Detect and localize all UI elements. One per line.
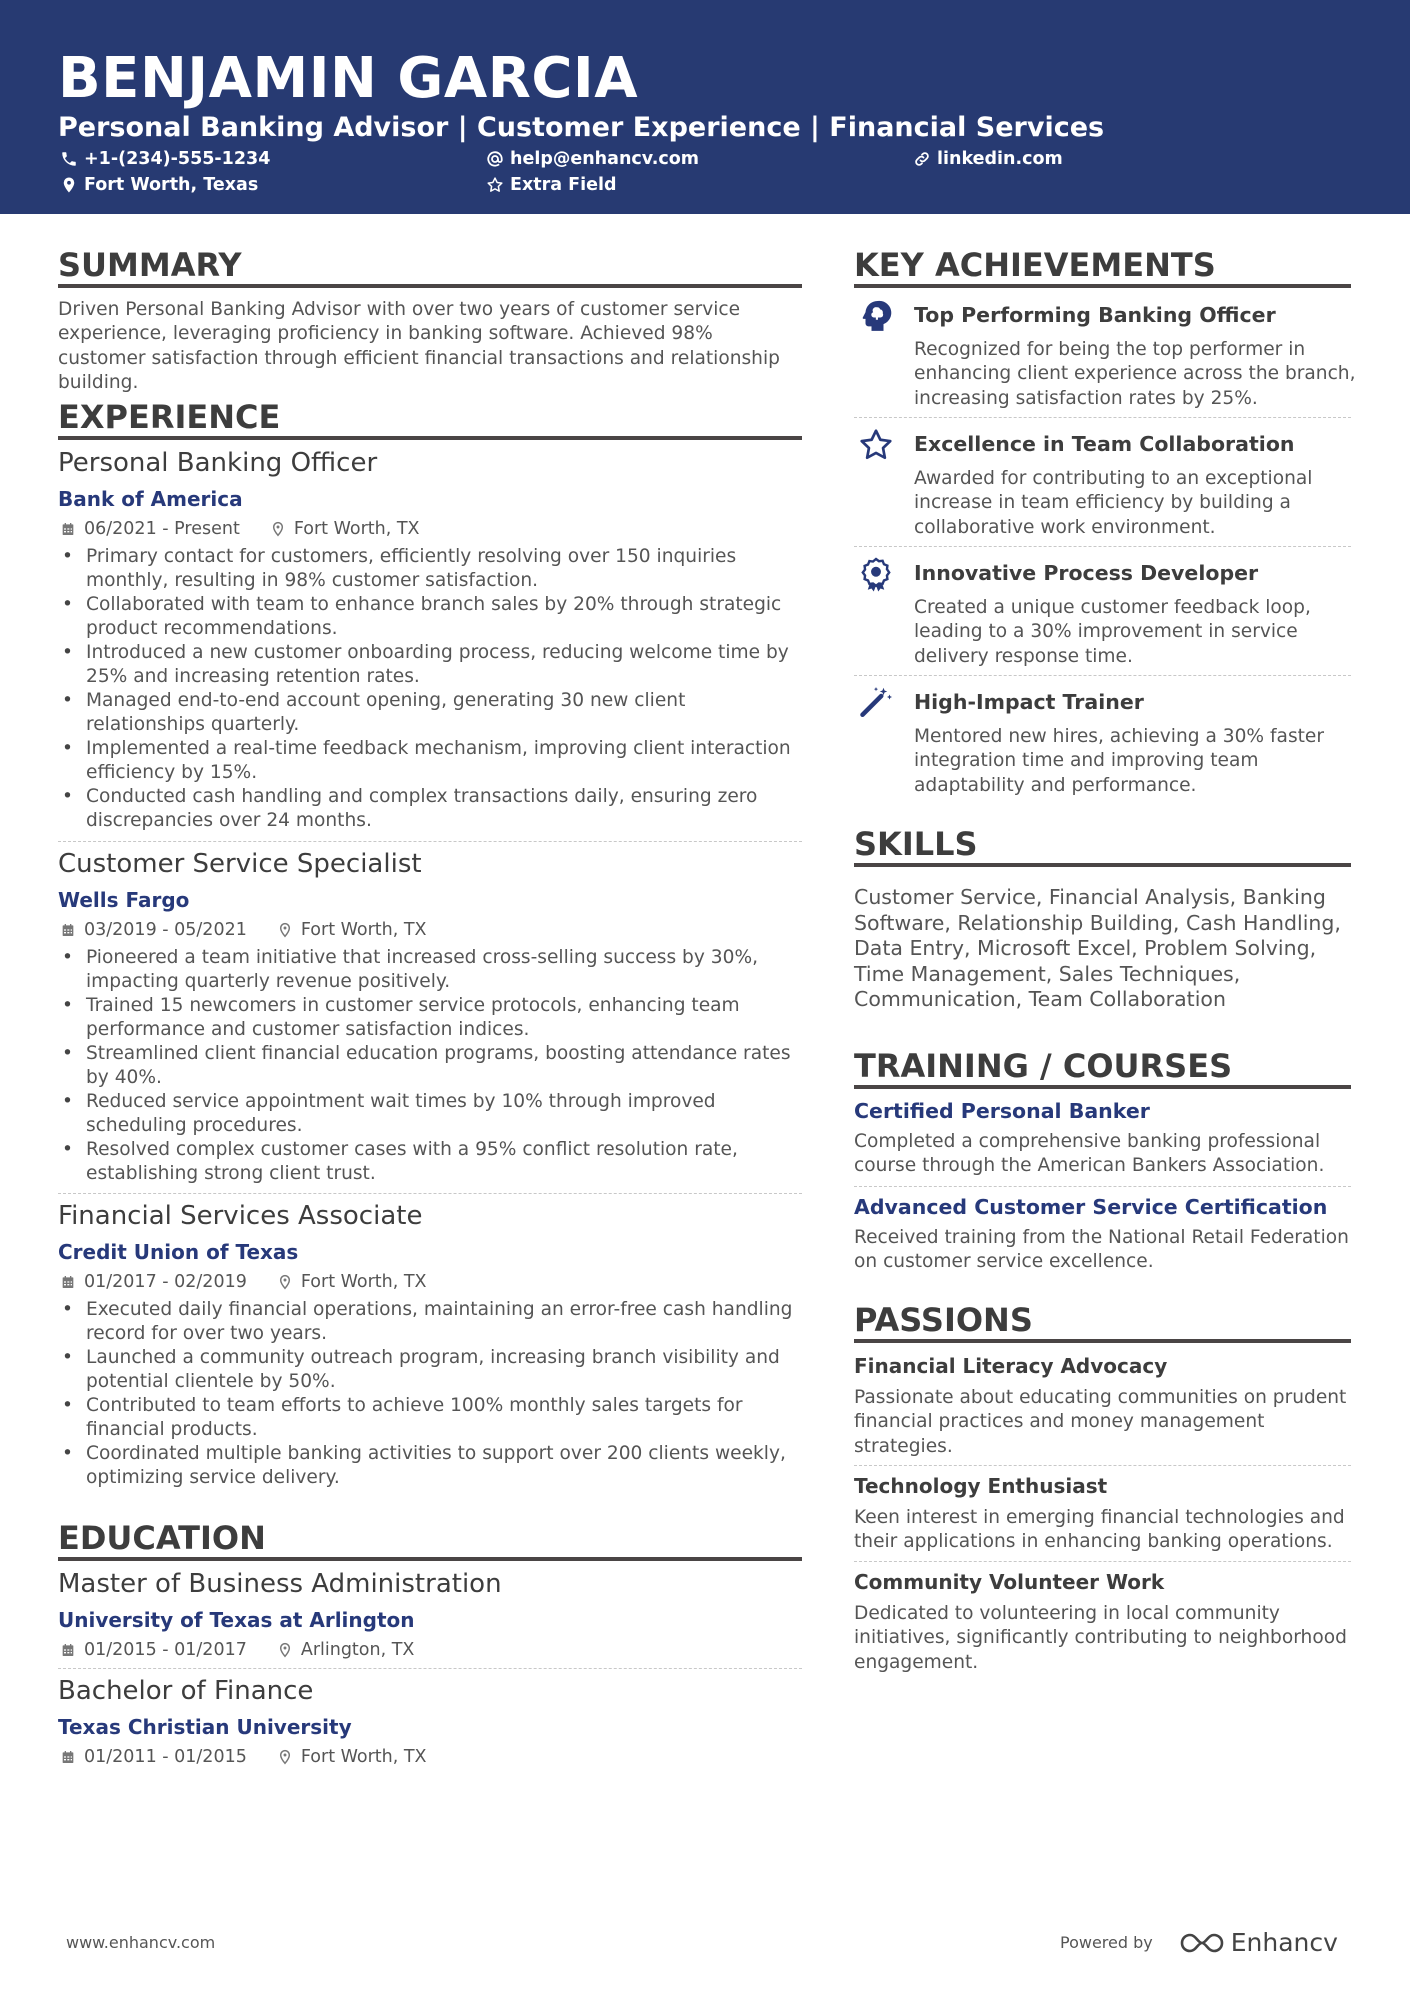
course-text: Completed a comprehensive banking professional course through the American Bankers Association.: [854, 1131, 1325, 1177]
calendar-icon: [60, 1642, 76, 1658]
degree-title: Master of Business Administration: [58, 1569, 502, 1599]
star-icon: [858, 427, 894, 463]
job-title: Customer Service Specialist: [58, 849, 422, 879]
job-bullets: [58, 1298, 804, 1490]
calendar-icon: [60, 521, 76, 537]
contact-linkedin[interactable]: linkedin.com: [913, 147, 1063, 171]
achievement-title: Top Performing Banking Officer: [914, 303, 1276, 327]
contact-phone: +1-(234)-555-1234: [60, 147, 270, 171]
entry-divider: [58, 1668, 802, 1669]
location-pin-icon: [277, 1274, 293, 1290]
magic-wand-icon: [858, 684, 894, 720]
location-pin-icon: [277, 1749, 293, 1765]
entry-divider: [58, 841, 802, 842]
passions-heading: PASSIONS: [854, 1301, 1033, 1339]
achievement-title: High-Impact Trainer: [914, 690, 1144, 714]
candidate-headline: Personal Banking Advisor | Customer Experience | Financial Services: [58, 112, 1105, 143]
calendar-icon: [60, 1749, 76, 1765]
passion-title: Financial Literacy Advocacy: [854, 1354, 1168, 1378]
achievement-title: Innovative Process Developer: [914, 561, 1259, 585]
passion-text: Passionate about educating communities on prudent financial practices and money management strategies.: [854, 1387, 1347, 1457]
school-name: Texas Christian University: [58, 1715, 352, 1739]
footer-website[interactable]: www.enhancv.com: [66, 1933, 216, 1952]
education-meta: 01/2011 - 01/2015 Fort Worth, TX: [60, 1745, 427, 1769]
bullet-item: • Collaborated with team to enhance branch sales by 20% through strategic product recommendations.: [58, 593, 804, 641]
location-pin-icon: [277, 1642, 293, 1658]
training-heading: TRAINING / COURSES: [854, 1047, 1233, 1085]
enhancv-logo[interactable]: Enhancv: [1179, 1928, 1338, 1957]
skills-list: Customer Service, Financial Analysis, Banking Software, Relationship Building, Cash Handling, Data Entry, Microsoft Excel, Problem Solving, Time Management, Sales Techniques, Communication, Team Collaboration: [854, 885, 1341, 1011]
achievement-text: Created a unique customer feedback loop, leading to a 30% improvement in service delivery response time.: [914, 597, 1311, 667]
skills-divider: [854, 863, 1351, 867]
job-meta: 06/2021 - Present Fort Worth, TX: [60, 517, 420, 541]
achievements-heading: KEY ACHIEVEMENTS: [854, 246, 1216, 284]
degree-title: Bachelor of Finance: [58, 1676, 314, 1706]
contact-extra-field: Extra Field: [486, 173, 617, 197]
passion-title: Technology Enthusiast: [854, 1474, 1108, 1498]
achievements-divider: [854, 284, 1351, 288]
location-pin-icon: [270, 521, 286, 537]
entry-divider: [854, 1561, 1351, 1562]
course-title: Certified Personal Banker: [854, 1099, 1150, 1123]
star-outline-icon: [486, 176, 504, 194]
job-meta: 03/2019 - 05/2021 Fort Worth, TX: [60, 918, 427, 942]
education-divider: [58, 1557, 802, 1561]
education-heading: EDUCATION: [58, 1519, 266, 1557]
skills-heading: SKILLS: [854, 825, 978, 863]
entry-divider: [854, 546, 1351, 547]
company-name: Wells Fargo: [58, 888, 190, 912]
brain-head-icon: [858, 298, 894, 334]
school-name: University of Texas at Arlington: [58, 1608, 415, 1632]
summary-heading: SUMMARY: [58, 246, 242, 284]
at-sign-icon: [486, 150, 504, 168]
experience-divider: [58, 436, 802, 440]
job-meta: 01/2017 - 02/2019 Fort Worth, TX: [60, 1270, 427, 1294]
bullet-item: • Executed daily financial operations, maintaining an error-free cash handling record for over two years.: [58, 1298, 804, 1346]
summary-divider: [58, 284, 802, 288]
bullet-item: • Launched a community outreach program, increasing branch visibility and potential clientele by 50%.: [58, 1346, 804, 1394]
bullet-item: • Resolved complex customer cases with a 95% conflict resolution rate, establishing strong client trust.: [58, 1138, 804, 1186]
contact-email[interactable]: help@enhancv.com: [486, 147, 699, 171]
job-bullets: [58, 545, 804, 833]
entry-divider: [58, 1193, 802, 1194]
contact-location: Fort Worth, Texas: [60, 173, 258, 197]
entry-divider: [854, 417, 1351, 418]
entry-divider: [854, 1465, 1351, 1466]
enhancv-logo-icon: [1179, 1930, 1225, 1956]
bullet-item: • Reduced service appointment wait times by 10% through improved scheduling procedures.: [58, 1090, 804, 1138]
company-name: Bank of America: [58, 487, 243, 511]
award-ribbon-icon: [858, 556, 894, 592]
location-pin-icon: [277, 922, 293, 938]
location-pin-icon: [60, 176, 78, 194]
bullet-item: • Primary contact for customers, efficiently resolving over 150 inquiries monthly, resulting in 98% customer satisfaction.: [58, 545, 804, 593]
bullet-item: • Pioneered a team initiative that increased cross-selling success by 30%, impacting quarterly revenue positively.: [58, 946, 804, 994]
passion-title: Community Volunteer Work: [854, 1570, 1165, 1594]
bullet-item: • Managed end-to-end account opening, generating 30 new client relationships quarterly.: [58, 689, 804, 737]
powered-by-label: Powered by: [1060, 1933, 1153, 1952]
bullet-item: • Introduced a new customer onboarding process, reducing welcome time by 25% and increasing retention rates.: [58, 641, 804, 689]
calendar-icon: [60, 1274, 76, 1290]
bullet-item: • Coordinated multiple banking activities to support over 200 clients weekly, optimizing service delivery.: [58, 1442, 804, 1490]
achievement-text: Recognized for being the top performer in enhancing client experience across the branch, increasing satisfaction rates by 25%.: [914, 339, 1356, 409]
bullet-item: • Conducted cash handling and complex transactions daily, ensuring zero discrepancies over 24 months.: [58, 785, 804, 833]
job-bullets: [58, 946, 804, 1186]
link-icon: [913, 150, 931, 168]
experience-heading: EXPERIENCE: [58, 398, 281, 436]
bullet-item: • Streamlined client financial education programs, boosting attendance rates by 40%.: [58, 1042, 804, 1090]
phone-icon: [60, 150, 78, 168]
education-meta: 01/2015 - 01/2017 Arlington, TX: [60, 1638, 414, 1662]
achievement-title: Excellence in Team Collaboration: [914, 432, 1295, 456]
job-title: Personal Banking Officer: [58, 448, 378, 478]
company-name: Credit Union of Texas: [58, 1240, 299, 1264]
job-title: Financial Services Associate: [58, 1201, 423, 1231]
passion-text: Keen interest in emerging financial technologies and their applications in enhancing banking operations.: [854, 1507, 1345, 1553]
resume-header: [0, 0, 1410, 214]
course-title: Advanced Customer Service Certification: [854, 1195, 1328, 1219]
entry-divider: [854, 1186, 1351, 1187]
bullet-item: • Implemented a real-time feedback mechanism, improving client interaction efficiency by 15%.: [58, 737, 804, 785]
bullet-item: • Trained 15 newcomers in customer service protocols, enhancing team performance and customer satisfaction indices.: [58, 994, 804, 1042]
candidate-name: BENJAMIN GARCIA: [58, 46, 639, 111]
passions-divider: [854, 1339, 1351, 1343]
summary-text: Driven Personal Banking Advisor with over two years of customer service experience, leveraging proficiency in banking software. Achieved 98% customer satisfaction through efficient financial transactions and relationship building.: [58, 299, 780, 393]
passion-text: Dedicated to volunteering in local community initiatives, significantly contributing to neighborhood engagement.: [854, 1603, 1347, 1673]
course-text: Received training from the National Retail Federation on customer service excellence.: [854, 1227, 1349, 1273]
bullet-item: • Contributed to team efforts to achieve 100% monthly sales targets for financial products.: [58, 1394, 804, 1442]
training-divider: [854, 1085, 1351, 1089]
achievement-text: Awarded for contributing to an exceptional increase in team efficiency by building a collaborative work environment.: [914, 468, 1313, 538]
calendar-icon: [60, 922, 76, 938]
entry-divider: [854, 675, 1351, 676]
footer-branding: [1060, 1928, 1338, 1957]
achievement-text: Mentored new hires, achieving a 30% faster integration time and improving team adaptability and performance.: [914, 726, 1325, 796]
